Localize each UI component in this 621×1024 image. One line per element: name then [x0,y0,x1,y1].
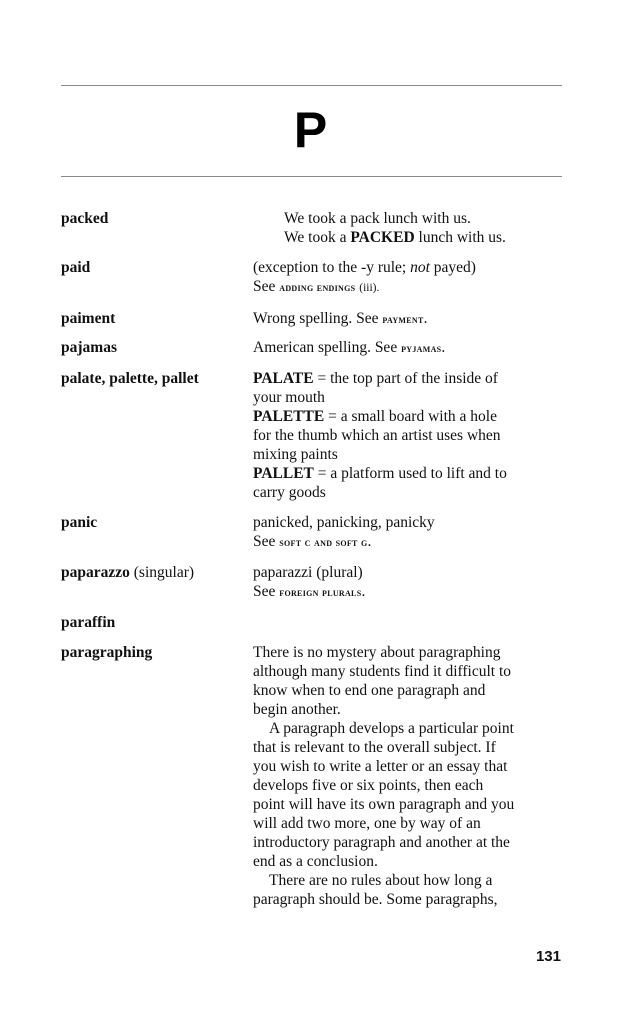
italic-word: not [410,259,430,276]
body-line: will add two more, one by way of an [253,815,481,832]
entry-paragraphing [61,643,563,909]
cross-reference[interactable]: adding endings [279,280,356,294]
text: See [253,533,280,550]
text: = the top part of the inside of [313,370,498,387]
definition-line [253,464,563,483]
definition [253,513,563,552]
text: See [253,583,280,600]
definition-line [253,338,563,358]
definition [253,309,563,329]
cross-reference[interactable]: foreign plurals [279,585,362,599]
headword: pajamas [61,339,117,356]
term: PALATE [253,370,314,387]
body-line: paragraph should be. Some paragraphs, [253,891,498,908]
body-line: know when to end one paragraph and [253,682,486,699]
headword-text: paparazzo [61,564,130,581]
text: Wrong spelling. See [253,310,383,327]
text: . [441,339,446,356]
headword: packed [61,210,109,227]
headword: panic [61,514,98,531]
definition [253,258,563,298]
term: PALETTE [253,408,325,425]
definition [253,643,563,909]
cross-reference[interactable]: soft c and soft g [279,535,368,549]
cross-reference[interactable]: pyjamas [401,341,442,355]
text: payed) [429,259,476,276]
headword: paragraphing [61,644,153,661]
text: = a small board with a hole [324,408,497,425]
text: . [361,583,366,600]
top-rule [61,85,562,86]
headword: paiment [61,310,116,327]
definition-line: your mouth [253,389,325,406]
definition-line: for the thumb which an artist uses when [253,427,501,444]
emphasis-word: PACKED [350,229,415,246]
definition [253,209,563,247]
entry-pajamas [61,338,563,358]
example-line: We took a pack lunch with us. [284,210,471,227]
definition-line: carry goods [253,484,326,501]
cross-reference[interactable]: payment [382,312,424,326]
section-letter: P [293,102,328,158]
body-line: develops five or six points, then each [253,777,484,794]
entry-palate-palette-pallet [61,369,563,502]
text: We took a [284,229,351,246]
entry-paraffin [61,613,563,632]
body-line: end as a conclusion. [253,853,378,870]
text: . [423,310,428,327]
body-line: you wish to write a letter or an essay that [253,758,508,775]
headword: paraffin [61,614,116,631]
definition [253,563,563,602]
text: See [253,278,280,295]
cross-reference-line [253,532,563,552]
definition-line [253,369,563,388]
definition-line [253,258,563,277]
body-line: that is relevant to the overall subject. If [253,739,496,756]
example-line [253,228,563,247]
entry-paid [61,258,563,298]
body-line: introductory paragraph and another at the [253,834,510,851]
text: (iii). [359,282,380,294]
entry-packed [61,209,563,247]
definition-line: paparazzi (plural) [253,564,363,581]
entry-panic [61,513,563,552]
page-number: 131 [535,948,561,965]
headword [61,563,251,582]
headword: palate, palette, pallet [61,370,199,387]
body-line: There is no mystery about paragraphing [253,644,501,661]
text: lunch with us. [414,229,506,246]
text: American spelling. See [253,339,402,356]
definition-line [253,407,563,426]
entry-paiment [61,309,563,329]
entry-paparazzo [61,563,563,602]
text: = a platform used to lift and to [313,465,507,482]
body-line: There are no rules about how long a [269,872,493,889]
body-line: begin another. [253,701,341,718]
body-line: although many students find it difficult to [253,663,512,680]
definition-line: mixing paints [253,446,338,463]
body-line: point will have its own paragraph and you [253,796,515,813]
headword: paid [61,259,91,276]
dictionary-entries [61,209,563,909]
term: PALLET [253,465,314,482]
text: (exception to the -y rule; [253,259,411,276]
cross-reference-line [253,277,563,298]
headword-note: (singular) [129,564,195,581]
definition [253,369,563,502]
body-line: A paragraph develops a particular point [269,720,514,737]
bottom-rule [61,176,562,177]
definition [253,338,563,358]
cross-reference-line [253,582,563,602]
definition-line: panicked, panicking, panicky [253,514,435,531]
text: . [367,533,372,550]
definition-line [253,309,563,329]
